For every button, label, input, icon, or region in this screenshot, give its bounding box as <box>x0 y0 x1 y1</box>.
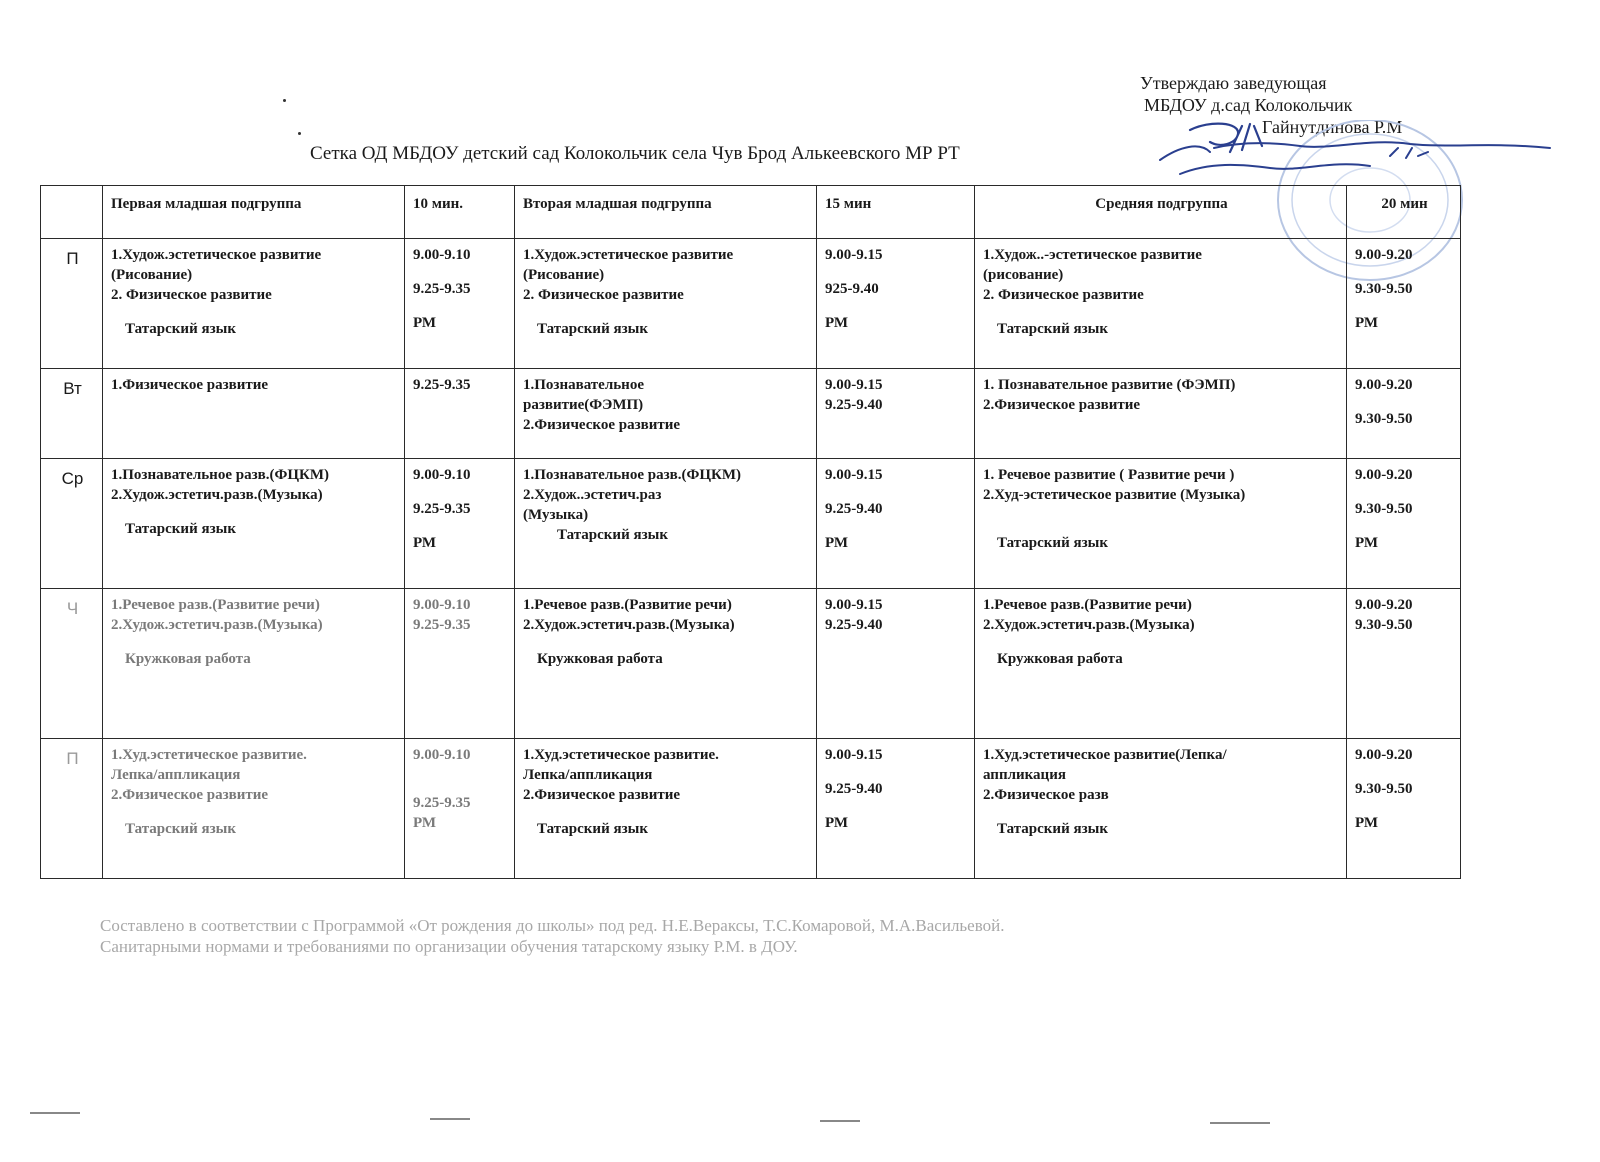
time-line <box>1355 519 1454 533</box>
time-cell <box>1347 739 1461 879</box>
time-line <box>825 799 968 813</box>
time-line <box>413 485 508 499</box>
time-cell <box>817 369 975 459</box>
activity-line <box>523 305 810 319</box>
time-line: 925-9.40 <box>825 281 879 297</box>
time-cell <box>405 459 515 589</box>
time-line: РМ <box>413 315 437 331</box>
time-line: 9.00-9.20 <box>1355 247 1413 263</box>
activity-cell <box>515 459 817 589</box>
activity-line: Татарский язык <box>125 321 236 337</box>
time-cell <box>1347 369 1461 459</box>
activity-line: 1.Познавательное разв.(ФЦКМ) <box>523 467 742 483</box>
activity-cell <box>975 739 1347 879</box>
activity-cell <box>975 459 1347 589</box>
activity-line: 2.Физическое развитие <box>523 417 681 433</box>
approval-line-2: МБДОУ д.сад Колокольчик <box>1144 95 1353 115</box>
time-line <box>1355 799 1454 813</box>
activity-cell <box>975 589 1347 739</box>
time-cell <box>405 239 515 369</box>
activity-line: (Рисование) <box>111 267 193 283</box>
scan-mark <box>820 1120 860 1122</box>
activity-line: Татарский язык <box>997 321 1108 337</box>
activity-line: Татарский язык <box>125 821 236 837</box>
activity-cell <box>515 739 817 879</box>
table-row <box>41 459 1461 589</box>
time-line <box>1355 265 1454 279</box>
activity-line: 1.Познавательное <box>523 377 644 393</box>
time-line <box>825 765 968 779</box>
activity-line: 1.Речевое разв.(Развитие речи) <box>523 597 732 613</box>
table-row <box>41 239 1461 369</box>
time-line: 9.25-9.35 <box>413 501 471 517</box>
time-line: РМ <box>1355 815 1379 831</box>
activity-line: 2.Худож.эстетич.разв.(Музыка) <box>111 487 323 503</box>
activity-cell <box>103 459 405 589</box>
time-line: 9.00-9.15 <box>825 597 883 613</box>
activity-line: (рисование) <box>983 267 1064 283</box>
activity-line: 2.Худож.эстетич.разв.(Музыка) <box>983 617 1195 633</box>
time-line: 9.30-9.50 <box>1355 501 1413 517</box>
activity-cell <box>103 369 405 459</box>
activity-line: Татарский язык <box>537 821 648 837</box>
time-line <box>825 519 968 533</box>
time-line: РМ <box>413 815 437 831</box>
activity-line <box>983 805 1340 819</box>
activity-line: 1.Физическое развитие <box>111 377 269 393</box>
day-cell: П <box>41 739 103 879</box>
activity-line: Татарский язык <box>997 821 1108 837</box>
activity-cell <box>103 739 405 879</box>
time-line <box>1355 299 1454 313</box>
activity-line: 2. Физическое развитие <box>111 287 272 303</box>
time-line: РМ <box>413 535 437 551</box>
header-duration-2: 15 мин <box>817 186 975 239</box>
time-line: РМ <box>825 315 849 331</box>
time-line <box>413 299 508 313</box>
activity-line <box>111 635 398 649</box>
activity-line: 1.Худ.эстетическое развитие. <box>523 747 719 763</box>
time-line: РМ <box>825 815 849 831</box>
activity-line: Кружковая работа <box>997 651 1123 667</box>
time-line: 9.25-9.35 <box>413 281 471 297</box>
time-line <box>825 485 968 499</box>
time-line: 9.25-9.35 <box>413 617 471 633</box>
header-day <box>41 186 103 239</box>
activity-line: Кружковая работа <box>125 651 251 667</box>
activity-line: 2. Физическое развитие <box>523 287 684 303</box>
activity-line <box>111 805 398 819</box>
time-line: 9.00-9.20 <box>1355 467 1413 483</box>
activity-line: 1.Худож.эстетическое развитие <box>523 247 734 263</box>
time-cell <box>405 589 515 739</box>
activity-line: 2.Худож.эстетич.разв.(Музыка) <box>523 617 735 633</box>
time-line: 9.25-9.40 <box>825 617 883 633</box>
activity-cell <box>515 369 817 459</box>
speck <box>283 99 286 102</box>
activity-line: 2.Физическое развитие <box>523 787 681 803</box>
time-cell <box>817 459 975 589</box>
time-cell <box>817 239 975 369</box>
day-cell: Ср <box>41 459 103 589</box>
header-group-2: Вторая младшая подгруппа <box>515 186 817 239</box>
activity-line: 1.Речевое разв.(Развитие речи) <box>111 597 320 613</box>
table-row <box>41 739 1461 879</box>
activity-line: 2. Физическое развитие <box>983 287 1144 303</box>
activity-cell <box>515 589 817 739</box>
activity-line: 1. Речевое развитие ( Развитие речи ) <box>983 467 1235 483</box>
schedule-table <box>40 185 1461 879</box>
footnote <box>100 915 1480 957</box>
activity-line: развитие(ФЭМП) <box>523 397 644 413</box>
activity-line: 2.Физическое развитие <box>983 397 1141 413</box>
time-line: 9.00-9.15 <box>825 467 883 483</box>
time-line <box>413 265 508 279</box>
activity-line: Татарский язык <box>557 527 668 543</box>
time-cell <box>405 739 515 879</box>
activity-line: 1.Худож.эстетическое развитие <box>111 247 322 263</box>
activity-line: 1.Познавательное разв.(ФЦКМ) <box>111 467 330 483</box>
activity-line: Татарский язык <box>997 535 1108 551</box>
activity-line: аппликация <box>983 767 1066 783</box>
time-line: 9.25-9.35 <box>413 795 471 811</box>
approval-line-1: Утверждаю заведующая <box>1140 73 1327 93</box>
page-title: Сетка ОД МБДОУ детский сад Колокольчик села Чув Брод Алькеевского МР РТ <box>310 143 960 164</box>
activity-line: (Музыка) <box>523 507 589 523</box>
activity-line: 2.Худож..эстетич.раз <box>523 487 662 503</box>
speck <box>298 132 301 135</box>
activity-line: 2.Физическое развитие <box>111 787 269 803</box>
activity-cell <box>103 589 405 739</box>
activity-line: 1.Худ.эстетическое развитие(Лепка/ <box>983 747 1227 763</box>
activity-line: Татарский язык <box>125 521 236 537</box>
activity-line: Кружковая работа <box>537 651 663 667</box>
time-line <box>1355 395 1454 409</box>
activity-line: 1.Худож..-эстетическое развитие <box>983 247 1202 263</box>
time-line: 9.00-9.20 <box>1355 377 1413 393</box>
time-line: 9.30-9.50 <box>1355 411 1413 427</box>
time-line: 9.25-9.35 <box>413 377 471 393</box>
activity-line: (Рисование) <box>523 267 605 283</box>
day-cell: Вт <box>41 369 103 459</box>
time-line: 9.00-9.10 <box>413 247 471 263</box>
header-duration-3: 20 мин <box>1347 186 1461 239</box>
time-cell <box>405 369 515 459</box>
scan-mark <box>1210 1122 1270 1124</box>
approval-line-3: Гайнутдинова Р.М <box>1262 117 1403 137</box>
time-line: РМ <box>1355 535 1379 551</box>
activity-line <box>523 635 810 649</box>
time-line: 9.00-9.10 <box>413 597 471 613</box>
scan-mark <box>30 1112 80 1114</box>
time-line <box>1355 765 1454 779</box>
activity-cell <box>103 239 405 369</box>
time-line: РМ <box>1355 315 1379 331</box>
time-line <box>413 765 508 779</box>
time-line: 9.25-9.40 <box>825 501 883 517</box>
activity-line <box>111 305 398 319</box>
activity-line <box>983 305 1340 319</box>
activity-line: 2.Физическое разв <box>983 787 1109 803</box>
activity-line: 2.Худ-эстетическое развитие (Музыка) <box>983 487 1246 503</box>
time-line <box>413 779 508 793</box>
time-cell <box>817 589 975 739</box>
day-cell: Ч <box>41 589 103 739</box>
time-line <box>413 519 508 533</box>
activity-cell <box>975 239 1347 369</box>
time-line: 9.00-9.10 <box>413 467 471 483</box>
table-row <box>41 369 1461 459</box>
activity-line: Лепка/аппликация <box>523 767 653 783</box>
time-line: 9.25-9.40 <box>825 397 883 413</box>
footnote-line-1: Составлено в соответствии с Программой «От рождения до школы» под ред. Н.Е.Вераксы, Т.С.Комаровой, М.А.Васильевой. <box>100 916 1005 935</box>
activity-line: Татарский язык <box>537 321 648 337</box>
activity-line <box>111 505 398 519</box>
time-line: 9.00-9.15 <box>825 377 883 393</box>
time-line <box>825 299 968 313</box>
activity-line <box>983 519 1340 533</box>
activity-line <box>983 505 1340 519</box>
activity-line: 1.Худ.эстетическое развитие. <box>111 747 307 763</box>
activity-line: Лепка/аппликация <box>111 767 241 783</box>
time-line: 9.00-9.10 <box>413 747 471 763</box>
time-line: 9.30-9.50 <box>1355 781 1413 797</box>
time-line: 9.00-9.20 <box>1355 597 1413 613</box>
time-line: 9.30-9.50 <box>1355 617 1413 633</box>
day-cell: П <box>41 239 103 369</box>
time-cell <box>1347 459 1461 589</box>
time-line: 9.00-9.15 <box>825 747 883 763</box>
time-line <box>1355 485 1454 499</box>
activity-line: 1.Речевое разв.(Развитие речи) <box>983 597 1192 613</box>
time-line: 9.00-9.20 <box>1355 747 1413 763</box>
activity-line <box>523 805 810 819</box>
activity-line: 1. Познавательное развитие (ФЭМП) <box>983 377 1236 393</box>
time-line: РМ <box>825 535 849 551</box>
header-group-3: Средняя подгруппа <box>975 186 1347 239</box>
time-line <box>825 265 968 279</box>
header-group-1: Первая младшая подгруппа <box>103 186 405 239</box>
time-line: 9.30-9.50 <box>1355 281 1413 297</box>
time-cell <box>1347 239 1461 369</box>
time-line: 9.00-9.15 <box>825 247 883 263</box>
time-cell <box>817 739 975 879</box>
footnote-line-2: Санитарными нормами и требованиями по организации обучения татарскому языку Р.М. в ДОУ. <box>100 937 798 956</box>
header-duration-1: 10 мин. <box>405 186 515 239</box>
time-line: 9.25-9.40 <box>825 781 883 797</box>
activity-cell <box>515 239 817 369</box>
activity-line: 2.Худож.эстетич.разв.(Музыка) <box>111 617 323 633</box>
header-row <box>41 186 1461 239</box>
scan-mark <box>430 1118 470 1120</box>
activity-cell <box>975 369 1347 459</box>
table-row <box>41 589 1461 739</box>
handwritten-signature <box>1150 112 1570 182</box>
activity-line <box>983 635 1340 649</box>
time-cell <box>1347 589 1461 739</box>
